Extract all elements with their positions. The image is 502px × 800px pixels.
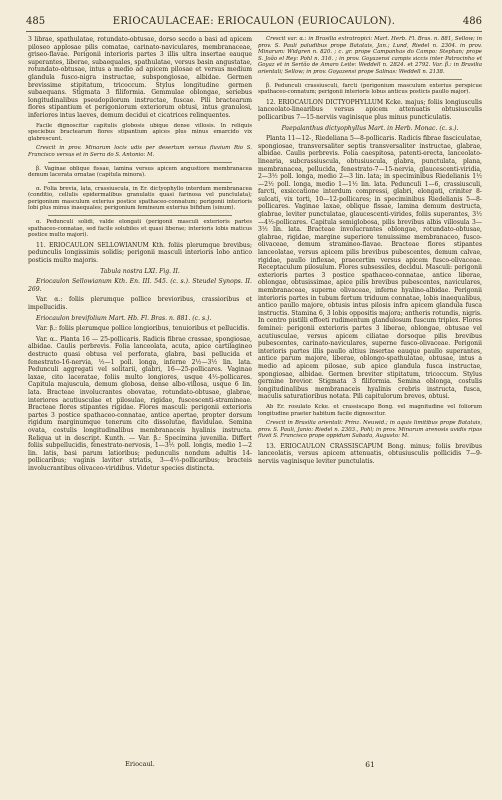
variety: Var. β.: foliis plerumque pollice longioribus, tenuioribus et pellucidis.: [36, 325, 250, 333]
description: Var. α.. Planta 16 — 25-pollicaris. Radicis fibrae crassae, spongiosae, albidae. Caulis perbrevis. Folia lanceolata, acuta, apice cartilagineo destructo quasi obtusa vel perforata, glabra, basi pellucida et fenestrato-16-nervia, ½—1 poll. longa, inferne 2½—3½ lin. lata. Pedunculi aggregati vel solitarii, glabri, 16—25-pollicares. Vaginae laxae, cito laceratae, foliis multo longiores, usque 4½-pollicares. Capitula majuscula, demum globosa, dense albo-villosa, usque 6 lin. lata. Bracteae involucrantes obovatae, rotundato-obtusae, glabrae, interiores acutiusculae et pilosulae, rigidae, fuscescenti-stramineae. Bracteae flores stipantes rigidae. Flores masculi: perigonii exterioris partes 3 postice spathaceo-connatae, antice apertae, propter dorsum rigidum marginumque tenerum cito dissolutae, flavidulae. Semina ovata, costulis longitudinalibus membranaceis hyalinis instructa. Reliqua ut in descript. Kunth. — Var. β.: Specimina juvenilia. Differt foliis subpellucidis, fenestrato-nervosis, 1—3½ poll. longis, medio 1—2 lin. latis, basi parum latioribus; pedunculis nondum adultis 14-pollicaribus; vaginis laviter striatis, 3—4½-pollicaribus; bracteis involucrantibus olivaceo-viridibus. Videtur species distincta.: [28, 335, 252, 472]
right-column: [258, 36, 482, 756]
species-title: 13. ERIOCAULON CRASSISCAPUM: [266, 442, 383, 450]
species-heading: [28, 242, 252, 265]
species-heading: [258, 443, 482, 466]
running-title: ERIOCAULACEAE: ERIOCAULON (EURIOCAULON).: [112, 16, 396, 27]
note: Ab Er. rosulato Kcke. et crassiscapo Bong. vel magnitudine vel foliorum longitudine praeter habitum facile dignoscitur.: [258, 403, 482, 417]
sheet-number: 61: [365, 760, 375, 769]
page-header: [26, 16, 482, 30]
description: Planta 11—12-, Riedeliana 5—8-pollicaris. Radicis fibrae fasciculatae, spongiosae, transversaliter septis transversaliter instructae, glabrae, albidae. Caulis perbrevis. Folia caespitosa, patenti-erecta, lanceolato-linearia, subcrassiuscula, obtusiuscula, glabra, punctulata, plana, membranacea, pellucida, fenestrato-7—15-nervia, glaucescenti-viridia, 2—3½ poll. longa, medio 2—3 lin. lata; in speciminibus Riedelianis 1½—2½ poll. longa, medio 1—1½ lin. lata. Pedunculi 1—6, crassiusculi, farcti, exsiccatione interdum compressi, glabri, elongati, criniter 8-sulcati, vix torti, 10—12-pollicares; in speciminibus Riedelianis 5—8-pollicares. Vaginae laxae, oblique fissae, lamina demum destructa, glabrae, leviter punctulatae, glaucescenti-virides, foliis superantes, 3½—4½-pollicares. Capitula semiglobosa, pilis brevibus albis villosula 3—3½ lin. lata. Bracteae involucrantes oblongae, rotundato-obtusae, glabrae, rigidae, margine superiore tenuissime membranaceo, fusco-olivaceae, demum stramineo-flavae. Bracteae flores stipantes lanceolatae, versus apicem pilis brevibus pubescentes, demum calvae, rigidae, paullo inflexae, praecertim versus apicem fusco-olivaceae. Receptaculum pilosulum. Flores subsessiles, decidui. Masculi: perigonii exterioris partes 3 postice spathaceo-connatae, antice liberae, oblongae, obtusissimae, apice pilis brevibus pubescentes, naviculares, membranaceae, superne olivaceae, inferne hyalino-albidae. Perigonii interioris partes in tubum fertum triduum connatae, lobis inaequalibus, antico paullo majore, obtusis intus pilosis infra apicem glandula fusca instructis. Stamina 6, 3 lobis oppositis majora; antheris rotundis, nigris. In centro pistilli effoeti rudimentum glandulosum fuscum triplex. Flores feminei: perigonii exterioris partes 3 liberae, oblongae, obtusae vel acutiusculae, versus apicem ciliatae dorsoque pilis brevibus pubescentes, carinato-naviculares, superne fusco-olivaceae. Perigonii interioris partes illis paullo altius insertae eauque paullo superantes, antice parum majore, liberae, oblongo-spathulatae, obtusae, intus a medio ad apicem pilosae, sub apice glandula fusca instructae, spongiosae, albidae. Germen breviter stipitatum, tricoccum. Stylus germine brevior. Stigmata 3 filiformia. Semina oblonga, costulis longitudinalibus membranaceis hyalinis crebris instructa, fusca, maculis saturatioribus notata. Pili capitulorum breves, obtusi.: [258, 135, 482, 401]
synonym: Eriocaulon Sellowianum Kth. En. III. 545. (c. s.). Steudel Synops. II. 269.: [28, 278, 252, 293]
locality-note: Crescit in Brasilia orientali: Prinz. Neuwid.; in aquis limitibus prope Batatais, prov. S. Pauli, Janio: Riedel n. 2303., Pohl; in prov. Minarum arenosis uvidis ripas fluvii S. Francisco prope oppidum Sabada, Augusto: M.: [258, 420, 482, 440]
species-diagnosis: Bong. minus; foliis brevibus lanceolatis, versus apicem attenuatis, obtusiusculis pollicidis 7—9-nerviis vaginisque leviter punctulatis.: [258, 442, 482, 466]
signature-mark: Eriocaul.: [125, 760, 155, 768]
species-title: 12. ERIOCAULON DICTYOPHYLLUM: [266, 98, 384, 106]
page-number-left: 485: [26, 16, 46, 27]
divider: [48, 215, 232, 216]
variety: Var. α.: foliis plerumque pollice brevioribus, crassioribus et impellucidis.: [28, 296, 252, 311]
key-paragraph: β. Vaginae oblique fissae, lamina versus apicem angustiore membranacea demum lacerata ornatae (capitula minora).: [28, 165, 252, 179]
divider: [278, 79, 462, 80]
left-column: [28, 36, 252, 756]
key-paragraph: α. Folia brevia, lata, crassiuscula, in Er. dictyophyllo interdum membranacea (conditio, cellulis epidermalibus granulatis quasi farinosa vel punctulata); perigonium masculum exterius postice spathaceo-connatum; perigonii interioris lobi plus minus inaequales; perigonium femineum exterius bifidum (sinum).: [28, 185, 252, 212]
divider: [48, 182, 232, 183]
paragraph: 3 librae, spathulatae, rotundato-obtusae, dorso secdo a basi ad apicem piloseo applosae pilis comatae, carinato-naviculares, membranaceae, griseo-flavae. Perigonii interioris partes 3 illis ultra insertae eauque superantes, liberae, subaequales, spathulatae, versus basin angustatae, rotundato-obtusae, intus a medio ad apicem pilosae et versus medium glandula fusco-nigra instructae, subspongiosae, albidae. Germen brevissime stipitatum, tricoccum. Stylus longitudine germen subaequans. Stigmata 3 filiformia. Gemmulae oblongae, seriebus longitudinalibus pseudopilorum instructae, fuscae. Pili bractearum flores stipantium et perigoniorum exteriorum obtusi, intus granulosi, inferiores intus laeves, demum decidui et cicatrices relinquentes.: [28, 36, 252, 119]
locality-note: Crescit var. α.: in Brasilia extratropici: Mart. Herb. Fl. Bras. n. 881, Sellow; in prov. S. Pauli paludibus prope Batatais, Jan.; Lund, Riedel n. 2304. in prov. Minarum: Widgren n. 820. ; c. gr. prope Campanhas do Campo: Stephan; prope S. João el Rey: Pohl n. 316. ; in prov. Goyazensi campis siccis inter Patrocinho et Goyaz et in Sertão de Amaro Leite: Weddell n. 2824. et 2792. Var. β.: in Brasilia orientali; Sellow; in prov. Goyazensi prope Salinas: Weddell n. 2138.: [258, 36, 482, 75]
species-diagnosis: Kth. foliis plerumque brevibus; pedunculis longissimis solidis; perigonii masculi interioris lobo antico posticis multo majoris.: [28, 241, 252, 265]
locality-note: Crescit in prov. Minarum locis udis per desertum versus fluvium Rio S. Francisco versus et in Serra do S. Antonio: M.: [28, 145, 252, 158]
page-number-right: 486: [462, 16, 482, 27]
species-heading: [258, 99, 482, 122]
key-paragraph: β. Pedunculi crassiusculi, farcti (perigonium masculum exterius perspicue spathaceo-connatum; perigonii interioris lobus anticus posticis paullo major).: [258, 82, 482, 96]
species-diagnosis: Kcke. majus; foliis longiusculis lanceolato-linearibus versus apicem attenuatis obtusiusculis pollicaribus 7—15-nerviis vaginisque plus minus puncticulatis.: [258, 98, 482, 121]
divider: [48, 162, 232, 163]
header-rule: [26, 31, 482, 32]
paragraph: Facile dignoscitur capitulis globosis ubique dense villosis. In reliquis speciebus bractearum flores stipantium apices plus minus emarcido vix glabrescunt.: [28, 122, 252, 142]
species-title: 11. ERIOCAULON SELLOWIANUM: [36, 241, 149, 249]
key-paragraph: α. Pedunculi solidi, valde elongati (perigonii masculi exterioris partes spathaceo-connatae, sed facile solubiles et quasi liberae; interioris lobis maticus postice multo majori).: [28, 219, 252, 239]
plate-reference: Tabula nostra LXI. Fig. II.: [100, 267, 180, 275]
synonym: Paepalanthus dictyophyllus Mart. in Herb. Monac. (c. s.).: [281, 124, 459, 132]
synonym: Eriocaulon brevifolium Mart. Hb. Fl. Bras. n. 881. (c. s.).: [36, 314, 212, 322]
